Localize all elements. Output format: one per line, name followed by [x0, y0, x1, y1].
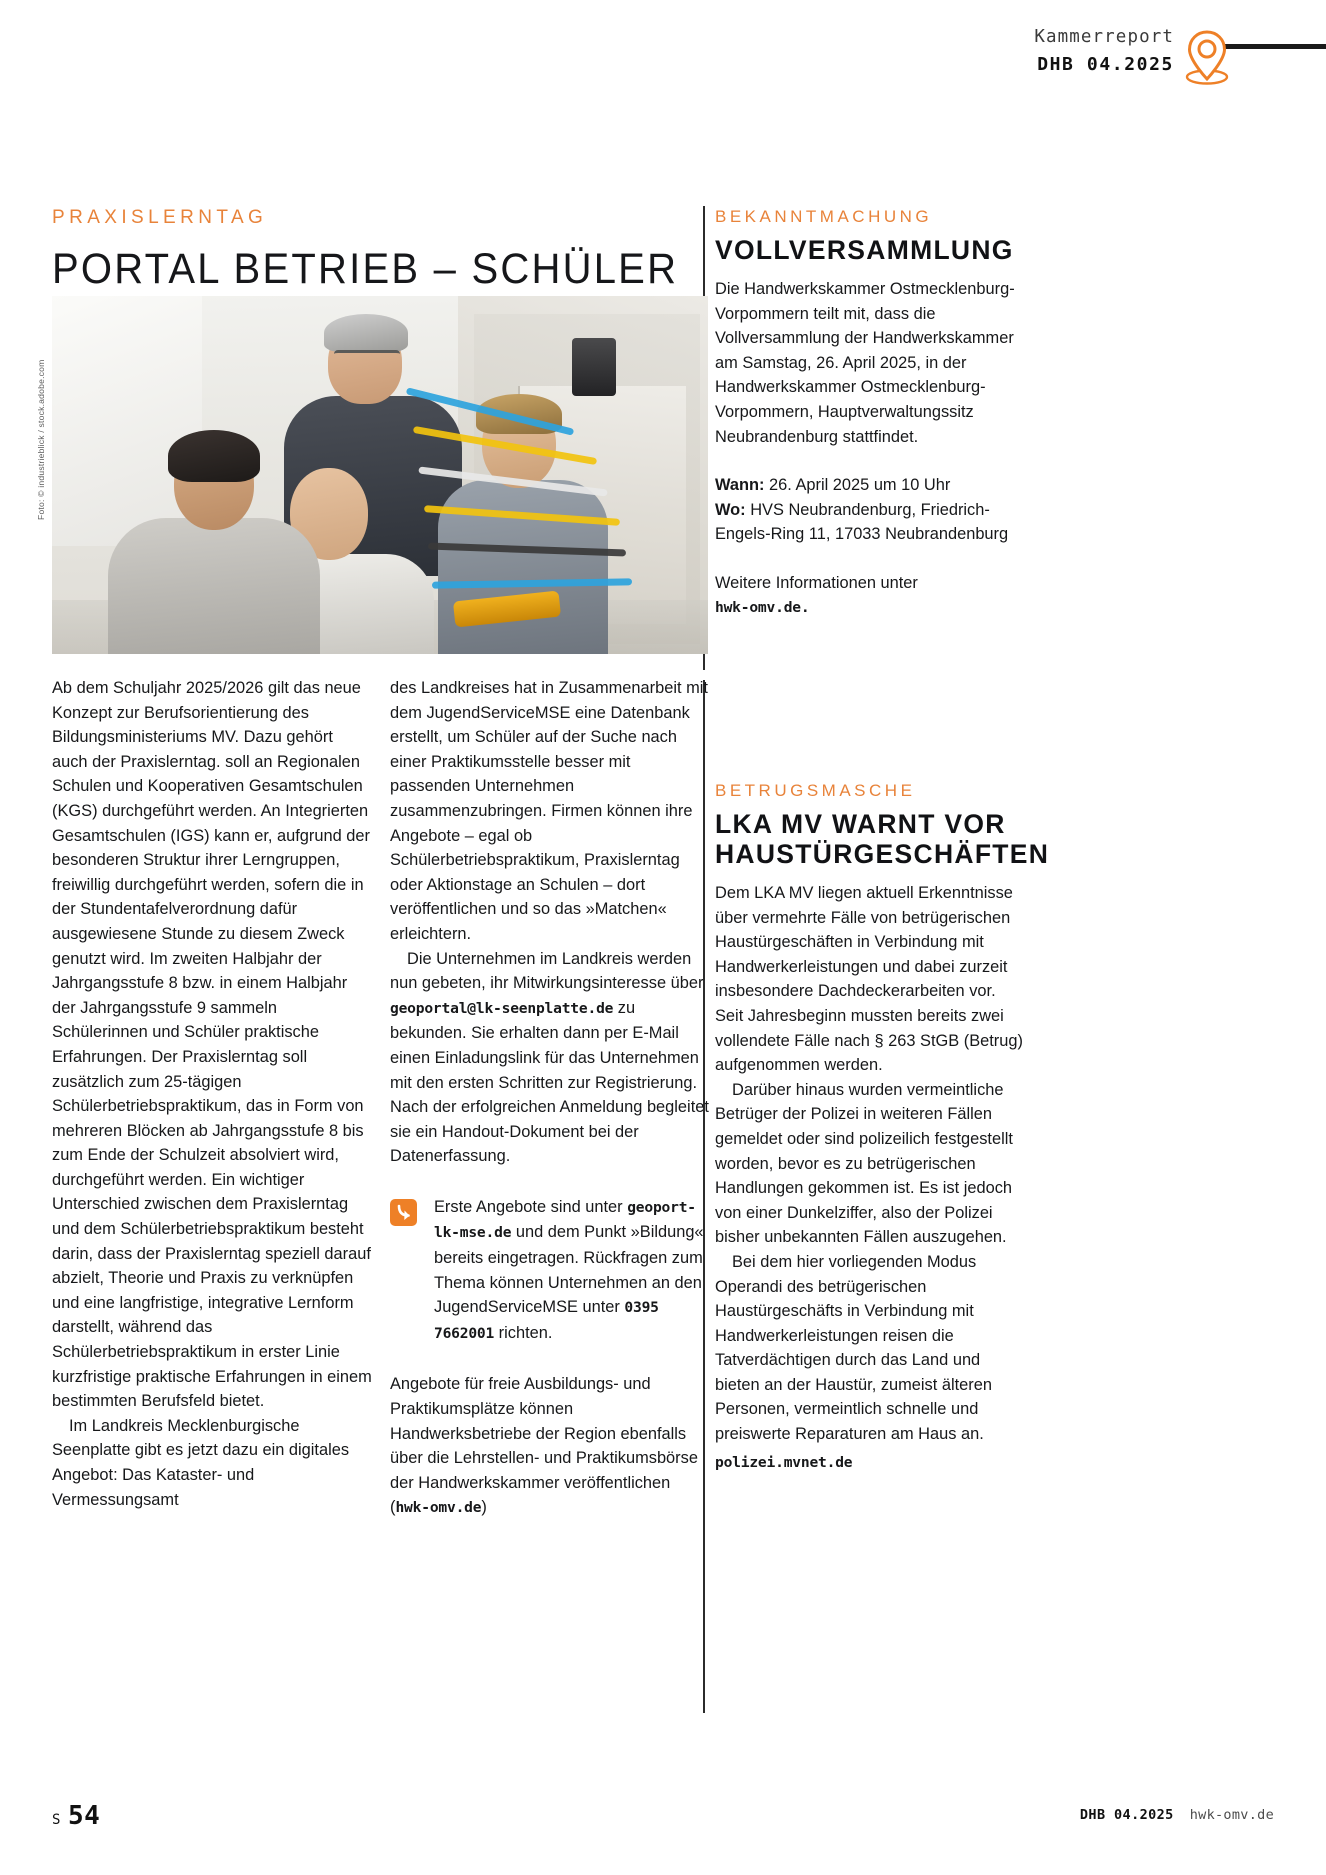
paragraph: Ab dem Schuljahr 2025/2026 gilt das neue Konzept zur Berufsorientierung des Bildungsministeriums MV. Dazu gehört auch der Praxislerntag. soll an Regionalen Schulen und Kooperativen Gesamtschulen (KGS) durchgeführt werden. An Integrierten Gesamtschulen (IGS) kann er, aufgrund der besonderen Struktur ihrer Lerngruppen, freiwillig durchgeführt werden, sofern die in der Stundentafelverordnung dafür ausgewiesene Stunde zu diesem Zweck genutzt wird. Im zweiten Halbjahr der Jahrgangsstufe 8 bzw. in einem Halbjahr der Jahrgangsstufe 9 sammeln Schülerinnen und Schüler praktische Erfahrungen. Der Praxislerntag soll zusätzlich zum 25-tägigen Schülerbetriebspraktikum, das in Form von mehreren Blöcken ab Jahrgangsstufe 8 bis zum Ende der Schulzeit absolviert wird, durchgeführt werden. Ein wichtiger Unterschied zwischen dem Praxislerntag und dem Schülerbetriebspraktikum besteht darin, dass der Praxislerntag speziell darauf abzielt, Theorie und Praxis zu verknüpfen und eine langfristige, integrative Lernform darstellt, während das Schülerbetriebspraktikum in erster Linie kurzfristige praktische Erfahrungen in einem bestimmten Berufsfeld bietet. — [52, 679, 372, 1411]
footer-meta — [1080, 1807, 1274, 1823]
callout-link[interactable]: geoport-lk-mse.de — [434, 1198, 696, 1242]
callout-after: und dem Punkt »Bildung« bereits eingetragen. Rückfragen zum Thema können Unternehmen an den JugendServiceMSE unter — [434, 1223, 704, 1317]
feature-kicker: PRAXISLERNTAG — [52, 207, 268, 228]
hwk-link[interactable]: hwk-omv.de — [395, 1499, 482, 1517]
callout-text — [434, 1195, 710, 1347]
article-column-2 — [390, 676, 710, 1521]
paragraph-final-before: Angebote für freie Ausbildungs- und Praktikumsplätze können Handwerksbetriebe der Region ebenfalls über die Lehrstellen- und Praktikumsbörse der Handwerkskammer veröffentlichen ( — [390, 1375, 698, 1517]
where-label: Wo: — [715, 500, 746, 519]
announcement-kicker: BEKANNTMACHUNG — [715, 207, 933, 226]
paragraph: Darüber hinaus wurden vermeintliche Betrüger der Polizei in weiteren Fällen gemeldet oder sind polizeilich festgestellt worden, bevor es zu betrügerischen Handlungen gekommen ist. Es ist jedoch von einer Dunkelziffer, also der Polizei bisher unbekannten Fällen auszugehen. — [715, 1080, 1013, 1247]
hero-photo — [52, 296, 708, 654]
announcement-body — [715, 277, 1023, 620]
hero-photo-image — [52, 296, 708, 654]
fraud-link[interactable]: polizei.mvnet.de — [715, 1453, 853, 1471]
paragraph-text: Die Unternehmen im Landkreis werden nun gebeten, ihr Mitwirkungsinteresse über — [390, 949, 704, 993]
paragraph-text-cont: zu bekunden. Sie erhalten dann per E-Mail einen Einladungslink für das Unternehmen mit den ersten Schritten zur Registrierung. Nach der erfolgreichen Anmeldung begleitet sie ein Handout-Dokument bei der Datenerfassung. — [390, 998, 709, 1166]
paragraph-with-email — [390, 947, 710, 1169]
paragraph: Bei dem hier vorliegenden Modus Operandi des betrügerischen Haustürgeschäfts in Verbindung mit Handwerkerleistungen reisen die Tatverdächtigen durch das Land und bieten an der Haustür, zumeist älteren Personen, vermeintlich schnelle und preiswerte Reparaturen am Haus an. — [715, 1252, 992, 1444]
when-label: Wann: — [715, 476, 765, 495]
page-title: PORTAL BETRIEB – SCHÜLER — [52, 245, 679, 293]
where-value: HVS Neubrandenburg, Friedrich-Engels-Ring 11, 17033 Neubrandenburg — [715, 500, 1009, 544]
callout-box — [390, 1195, 710, 1347]
paragraph-final — [390, 1372, 710, 1521]
paragraph: Die Handwerkskammer Ostmecklenburg-Vorpommern teilt mit, dass die Vollversammlung der Handwerkskammer am Samstag, 26. April 2025, in der Handwerkskammer Ostmecklenburg-Vorpommern, Hauptverwaltungssitz Neubrandenburg stattfindet. — [715, 280, 1015, 446]
sidebar-fraud — [715, 780, 1050, 1475]
footer-url[interactable]: hwk-omv.de — [1189, 1807, 1274, 1823]
more-info-text: Weitere Informationen unter — [715, 573, 918, 592]
masthead-rule — [1222, 44, 1326, 49]
masthead — [766, 26, 1326, 88]
masthead-text — [1034, 26, 1174, 77]
fraud-kicker: BETRUGSMASCHE — [715, 781, 916, 800]
more-info-link[interactable]: hwk-omv.de. — [715, 598, 810, 616]
announcement-heading: VOLLVERSAMMLUNG — [715, 235, 1014, 265]
page-prefix: S — [52, 1812, 61, 1828]
sidebar-announcement — [715, 206, 1023, 620]
page-number: 54 — [67, 1801, 101, 1831]
footer-issue: DHB 04.2025 — [1079, 1807, 1174, 1823]
paragraph: Dem LKA MV liegen aktuell Erkenntnisse über vermehrte Fälle von betrügerischen Haustürgeschäften in Verbindung mit Handwerkerleistungen und dabei zurzeit insbesondere Dachdeckerarbeiten vor. Seit Jahresbeginn mussten bereits zwei vollendete Fälle nach § 263 StGB (Betrug) aufgenommen werden. — [715, 884, 1023, 1075]
photo-credit: Foto: © industrieblick / stock.adobe.com — [36, 359, 46, 520]
article-column-1 — [52, 676, 372, 1512]
paragraph: Im Landkreis Mecklenburgische Seenplatte gibt es jetzt dazu ein digitales Angebot: Das Kataster- und Vermessungsamt — [52, 1416, 350, 1509]
when-value: 26. April 2025 um 10 Uhr — [764, 476, 951, 495]
location-pin-icon — [1184, 28, 1230, 86]
when-line — [715, 473, 1023, 498]
issue-label: DHB 04.2025 — [1037, 54, 1174, 75]
paragraph: des Landkreises hat in Zusammenarbeit mit dem JugendServiceMSE eine Datenbank erstellt, um Schüler auf der Suche nach einer Praktikumsstelle besser mit passenden Unternehmen zusammenzubringen. Firmen können ihre Angebote – egal ob Schülerbetriebspraktikum, Praxislerntag oder Aktionstage an Schulen – dort veröffentlichen und so das »Matchen« erleichtern. — [390, 679, 708, 943]
feature-header — [52, 206, 702, 294]
email-link[interactable]: geoportal@lk-seenplatte.de — [390, 999, 614, 1017]
callout-before: Erste Angebote sind unter — [434, 1197, 628, 1216]
paragraph-final-after: ) — [481, 1498, 487, 1517]
where-line — [715, 498, 1023, 547]
fraud-heading: LKA MV WARNT VOR HAUSTÜRGESCHÄFTEN — [715, 809, 1050, 869]
publication-name: Kammerreport — [1034, 27, 1174, 47]
arrow-curve-down-right-icon — [390, 1199, 417, 1226]
fraud-body — [715, 881, 1023, 1475]
footer-page-indicator — [52, 1801, 100, 1831]
callout-phone: 0395 7662001 — [434, 1299, 659, 1342]
callout-end: richten. — [494, 1323, 553, 1342]
